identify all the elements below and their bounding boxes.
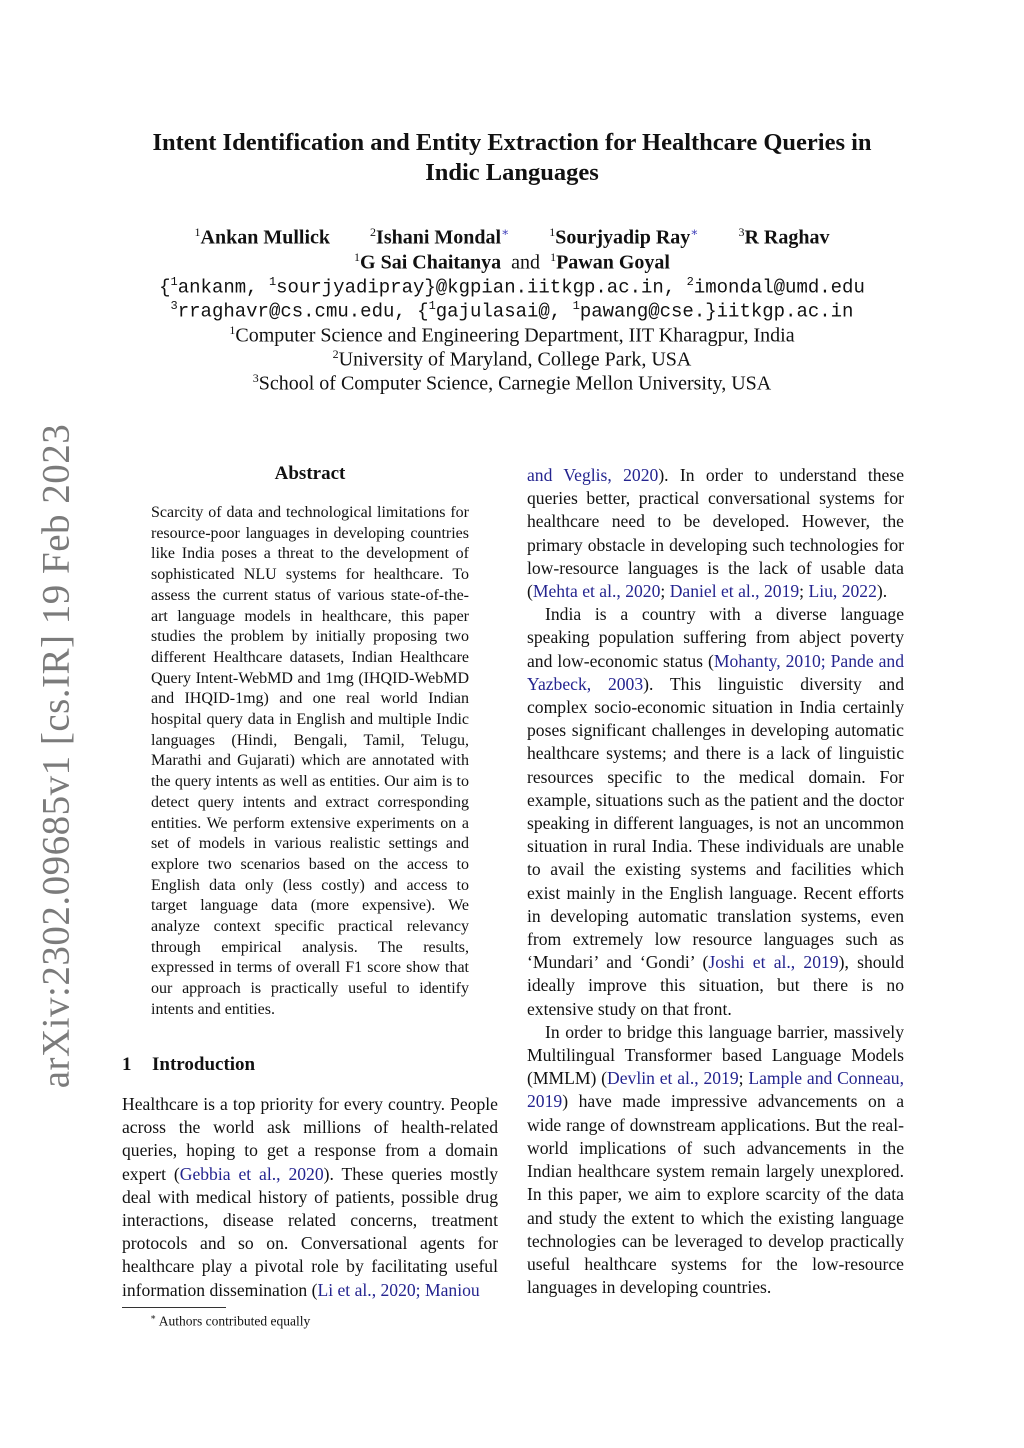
email-line-1 <box>100 275 924 298</box>
email-affil: 1 <box>428 299 436 313</box>
author-1-affil: 1 <box>194 225 201 239</box>
citation-link[interactable]: Lample and Conneau, 2019 <box>527 1068 905 1112</box>
paragraph-text: In order to bridge this language barrier, massively Multilingual Transformer based Language Models (MMLM) ( <box>527 1021 904 1089</box>
email-text: imondal@umd.edu <box>693 276 865 299</box>
affiliation-number: 2 <box>332 347 339 361</box>
intro-right-column <box>527 464 904 1299</box>
citation-link[interactable]: Mehta et al., 2020 <box>532 581 661 602</box>
author-1-name: Ankan Mullick <box>200 226 331 249</box>
affiliation-text: School of Computer Science, Carnegie Mellon University, USA <box>258 372 772 395</box>
authors-row-1 <box>100 225 924 250</box>
email-affil: 3 <box>170 299 178 313</box>
paragraph-text: ). <box>876 581 888 602</box>
email-text: ankanm, <box>177 276 269 299</box>
intro-paragraph-2 <box>527 603 904 1021</box>
email-affil: 1 <box>572 299 580 313</box>
citation-link[interactable]: Daniel et al., 2019 <box>669 581 800 602</box>
author-5-name: G Sai Chaitanya <box>360 251 502 274</box>
paragraph-text: Healthcare is a top priority for every country. People across the world ask millions of health-related queries, hoping to get a response from a domain expert ( <box>122 1094 498 1184</box>
paragraph-text: ). These queries mostly deal with medical history of patients, possible drug interactions, disease related concerns, treatment protocols and so on. Conversational agents for healthcare play a pivotal role by facilitating useful information dissemination ( <box>122 1163 499 1300</box>
section-number: 1 <box>122 1054 132 1075</box>
footnote-rule <box>122 1307 226 1308</box>
paragraph-text: ). This linguistic diversity and complex socio-economic situation in India certainly poses significant challenges in developing automatic healthcare systems; and there is a lack of linguistic resources specific to the medical domain. For example, situations such as the patient and the doctor speaking in different languages, is not an uncommon situation in rural India. These individuals are unable to avail the existing systems and facilities which exist mainly in the English language. Recent efforts in developing automatic translation systems, even from extremely low resource languages such as ‘Mundari’ and ‘Gondi’ ( <box>527 673 904 973</box>
email-affil: 1 <box>170 275 178 289</box>
citation-link[interactable]: Liu, 2022 <box>808 581 877 602</box>
citation-link[interactable]: and Veglis, 2020 <box>527 465 659 485</box>
section-title: Introduction <box>152 1054 256 1075</box>
footnote-mark: ∗ <box>150 1312 157 1322</box>
email-affil: 1 <box>268 275 277 289</box>
affiliation-text: Computer Science and Engineering Department, IIT Kharagpur, India <box>235 324 795 347</box>
paper-title <box>100 128 924 188</box>
title-line-2: Indic Languages <box>425 159 599 186</box>
affiliation-2 <box>100 347 924 372</box>
citation-link[interactable]: Devlin et al., 2019 <box>607 1068 739 1089</box>
affiliation-number: 3 <box>252 371 259 385</box>
email-text: gajulasai@, <box>435 300 573 323</box>
affiliation-3 <box>100 371 924 396</box>
author-2-name: Ishani Mondal <box>376 226 502 249</box>
author-2-affil: 2 <box>370 225 377 239</box>
author-4-name: R Raghav <box>744 226 830 249</box>
abstract-body: Scarcity of data and technological limitations for resource-poor languages in developing countries like India poses a threat to the development of sophisticated NLU systems for healthcare. To assess the current status of various state-of-the-art language models in healthcare, this paper studies the problem by initially proposing two different Healthcare datasets, Indian Healthcare Query Intent-WebMD and 1mg (IHQID-WebMD and IHQID-1mg) and one real world Indian hospital query data in English and multiple Indic languages (Hindi, Bengali, Tamil, Telugu, Marathi and Gujarati) which are annotated with the query intents as well as entities. Our aim is to detect query intents and extract corresponding entities. We perform extensive experiments on a set of models in various realistic settings and explore two scenarios based on the access to English data only (less costly) and access to target language data (more expensive). We analyze context specific practical relevancy through empirical analysis. The results, expressed in terms of overall F1 score show that our approach is practically useful to identify intents and entities. <box>151 504 469 1018</box>
citation-link[interactable]: Mohanty, 2010; Pande and Yazbeck, 2003 <box>527 650 904 694</box>
author-4-affil: 3 <box>738 225 745 239</box>
footnote-text: Authors contributed equally <box>158 1313 311 1329</box>
citation-link[interactable]: Gebbia et al., 2020 <box>179 1163 324 1184</box>
author-5-affil: 1 <box>354 250 361 264</box>
email-text: sourjyadipray}@kgpian.iitkgp.ac.in, <box>276 276 687 299</box>
email-affil: 2 <box>686 275 694 289</box>
title-line-1: Intent Identification and Entity Extraction for Healthcare Queries in <box>152 129 872 156</box>
intro-paragraph-1 <box>122 1093 498 1302</box>
equal-contribution-mark: ∗ <box>690 225 699 239</box>
paragraph-text: ; <box>738 1068 749 1089</box>
abstract-heading: Abstract <box>274 463 346 484</box>
author-6-name: Pawan Goyal <box>556 251 670 274</box>
citation-link[interactable]: Joshi et al., 2019 <box>708 952 839 973</box>
affiliation-1 <box>100 323 924 348</box>
section-heading-introduction <box>122 1054 255 1076</box>
equal-contribution-mark: ∗ <box>501 225 510 239</box>
paragraph-text: ), should ideally improve this situation, but there is no extensive study on that front. <box>527 952 905 1019</box>
intro-paragraph-1-cont <box>527 464 904 603</box>
author-3-name: Sourjyadip Ray <box>555 226 691 249</box>
email-line-2 <box>100 299 924 322</box>
paragraph-text: ; <box>660 581 670 602</box>
intro-paragraph-3 <box>527 1021 904 1299</box>
footnote <box>150 1312 310 1330</box>
affiliation-number: 1 <box>229 323 236 337</box>
intro-left-column <box>122 1093 498 1302</box>
paragraph-text: ) have made impressive advancements on a wide range of downstream applications. But the real-world implications of such advancements in the Indian healthcare system remain largely unexplored. In this paper, we aim to explore scarcity of the data and study the extent to which the existing language technologies can be leveraged to develop practically useful healthcare systems for the low-resource languages in developing countries. <box>527 1091 904 1298</box>
affiliation-text: University of Maryland, College Park, USA <box>338 348 692 371</box>
email-text: rraghavr@cs.cmu.edu, { <box>177 300 429 323</box>
paragraph-text: ; <box>799 581 809 602</box>
arxiv-identifier-text: arXiv:2302.09685v1 [cs.IR] 19 Feb 2023 <box>34 423 78 1089</box>
author-3-affil: 1 <box>549 225 556 239</box>
email-text: { <box>159 276 171 299</box>
citation-link[interactable]: Li et al., 2020; Maniou <box>317 1279 480 1300</box>
paragraph-text: India is a country with a diverse language speaking population suffering from abject poverty and low-economic status ( <box>527 604 904 671</box>
author-6-affil: 1 <box>550 250 557 264</box>
authors-row-2 <box>100 250 924 275</box>
author-conjunction: and <box>511 251 541 274</box>
paragraph-text: ). In order to understand these queries better, practical conversational systems for healthcare need to be developed. However, the primary obstacle in developing such technologies for low-resource languages is the lack of usable data ( <box>527 465 905 602</box>
email-text: pawang@cse.}iitkgp.ac.in <box>579 300 854 323</box>
